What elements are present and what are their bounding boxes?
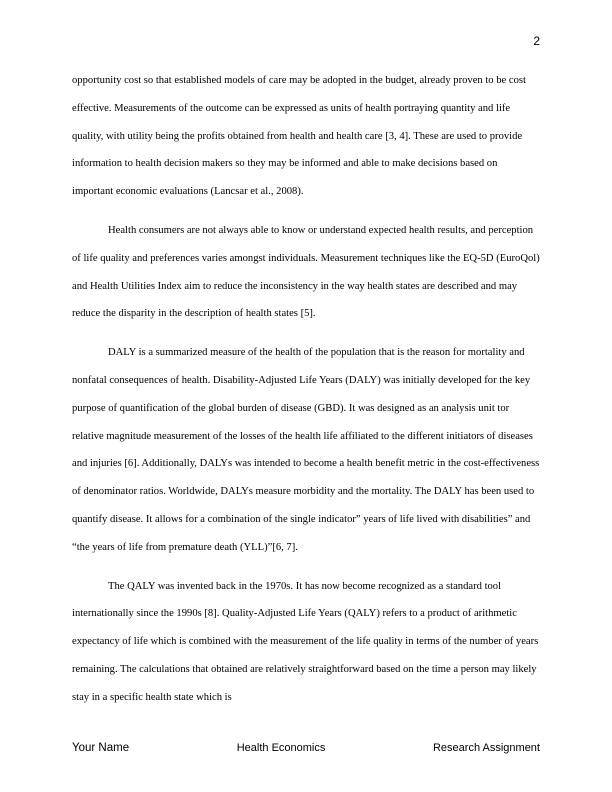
footer-assignment-type: Research Assignment (432, 742, 540, 754)
footer-course-title: Health Economics (236, 742, 326, 754)
footer-author-name: Your Name (72, 742, 130, 754)
page-footer (72, 742, 540, 754)
page-number: 2 (533, 34, 540, 48)
paragraph-1: opportunity cost so that established models of care may be adopted in the budget, already proven to be cost effective. Measurements of the outcome can be expressed as units of health portraying quantity and life quality, with utility being the profits obtained from health and health care [3, 4]. These are used to provide information to health decision makers so they may be informed and able to make decisions based on important economic evaluations (Lancsar et al., 2008). (72, 75, 526, 198)
paragraph-2: Health consumers are not always able to know or understand expected health results, and perception of life quality and preferences varies amongst individuals. Measurement techniques like the EQ-5D (EuroQol) and Health Utilities Index aim to reduce the inconsistency in the way health states are described and may reduce the disparity in the description of health states [5]. (72, 224, 540, 320)
paragraph-4: The QALY was invented back in the 1970s. It has now become recognized as a standard tool internationally since the 1990s [8]. Quality-Adjusted Life Years (QALY) refers to a product of arithmetic expectancy of life which is combined with the measurement of the life quality in terms of the number of years remaining. The calculations that obtained are relatively straightforward based on the time a person may likely stay in a specific health state which is (72, 580, 539, 703)
document-body (72, 67, 540, 723)
paragraph-3: DALY is a summarized measure of the health of the population that is the reason for mortality and nonfatal consequences of health. Disability-Adjusted Life Years (DALY) was initially developed for the key purpose of quantification of the global burden of disease (GBD). It was designed as an analysis unit tor relative magnitude measurement of the losses of the health life affiliated to the different initiators of diseases and injuries [6]. Additionally, DALYs was intended to become a health benefit metric in the cost-effectiveness of denominator ratios. Worldwide, DALYs measure morbidity and the mortality. The DALY has been used to quantify disease. It allows for a combination of the single indicator” years of life lived with disabilities” and “the years of life from premature death (YLL)”[6, 7]. (72, 347, 540, 553)
